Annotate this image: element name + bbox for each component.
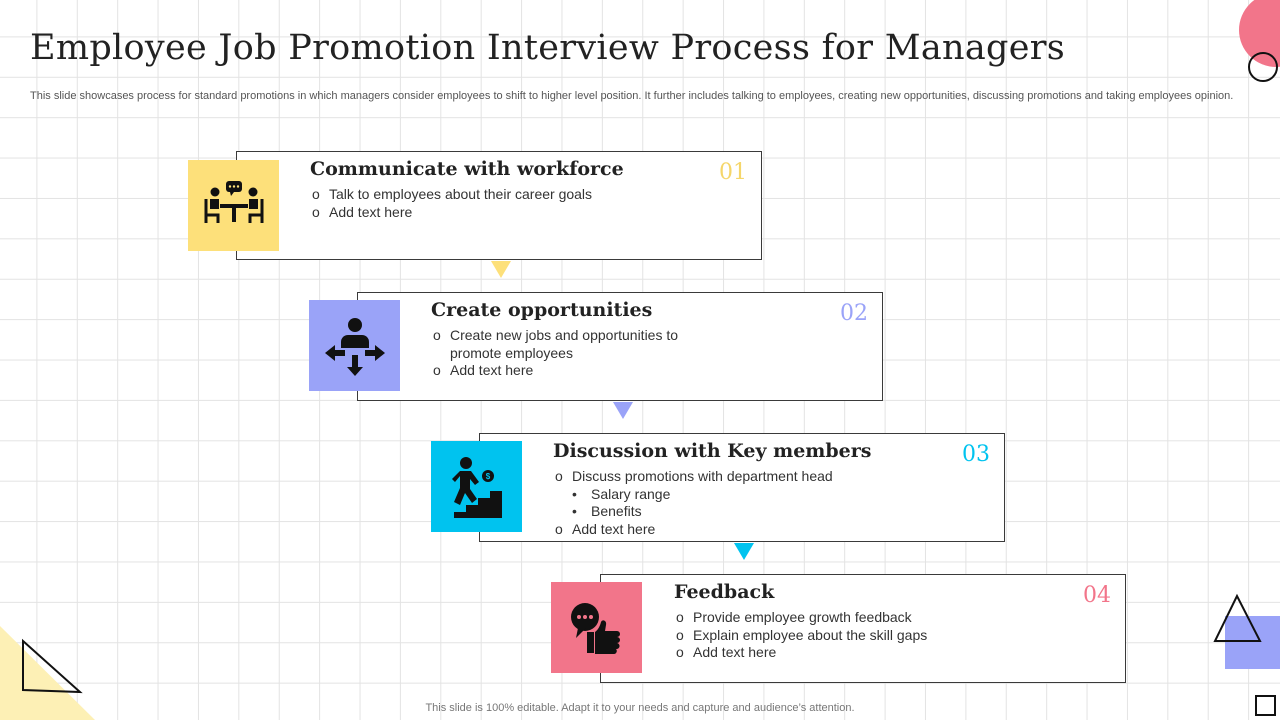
slide-description: This slide showcases process for standard promotions in which managers consider employees to shift to higher level position. It further includes talking to employees, creating new opportunities, discussing promotions and taking employees opinion. <box>30 90 1234 102</box>
step-arrow-3 <box>734 543 754 560</box>
list-item: o Add text here <box>676 644 777 660</box>
list-item: o Create new jobs and opportunities to promote employees <box>433 327 679 361</box>
step-title: Communicate with workforce <box>310 158 624 180</box>
step-card-4 <box>600 574 1126 683</box>
list-item: o Talk to employees about their career goals <box>312 186 593 202</box>
step-icon-box-4 <box>551 582 642 673</box>
step-icon-box-1 <box>188 160 279 251</box>
list-item: • Salary range <box>572 485 671 502</box>
list-item: o Add text here <box>312 203 413 220</box>
step-number: 01 <box>719 160 747 185</box>
feedback-thumbs-up-icon <box>568 602 626 654</box>
svg-text:$: $ <box>485 471 490 481</box>
step-bullet-list <box>676 609 1071 662</box>
step-bullet-list <box>312 186 707 221</box>
step-bullet-list <box>555 468 950 538</box>
step-card-1 <box>236 151 762 260</box>
page-title: Employee Job Promotion Interview Process for Managers <box>30 28 1066 68</box>
step-title: Discussion with Key members <box>553 440 872 462</box>
step-card-2 <box>357 292 883 401</box>
list-item: o Explain employee about the skill gaps <box>676 626 928 643</box>
list-item: o Discuss promotions with department head <box>555 468 833 484</box>
person-arrows-icon <box>324 315 386 377</box>
list-item: • Benefits <box>572 503 642 519</box>
triangle-outline-top-right <box>1208 592 1280 672</box>
step-icon-box-2 <box>309 300 400 391</box>
climbing-stairs-icon <box>452 456 502 518</box>
step-arrow-1 <box>491 261 511 278</box>
list-item: o Add text here <box>433 362 534 378</box>
step-title: Create opportunities <box>431 299 653 321</box>
step-number: 04 <box>1083 583 1111 608</box>
step-bullet-list <box>433 327 693 380</box>
pink-circle-decoration <box>1230 0 1280 85</box>
meeting-table-icon <box>204 181 264 231</box>
step-arrow-2 <box>613 402 633 419</box>
list-item: o Add text here <box>555 520 656 537</box>
step-card-3 <box>479 433 1005 542</box>
footer-note: This slide is 100% editable. Adapt it to your needs and capture and audience’s attention. <box>425 702 855 714</box>
step-number: 03 <box>962 442 990 467</box>
list-item: o Provide employee growth feedback <box>676 609 912 625</box>
step-icon-box-3 <box>431 441 522 532</box>
step-number: 02 <box>840 301 868 326</box>
step-title: Feedback <box>674 581 775 603</box>
